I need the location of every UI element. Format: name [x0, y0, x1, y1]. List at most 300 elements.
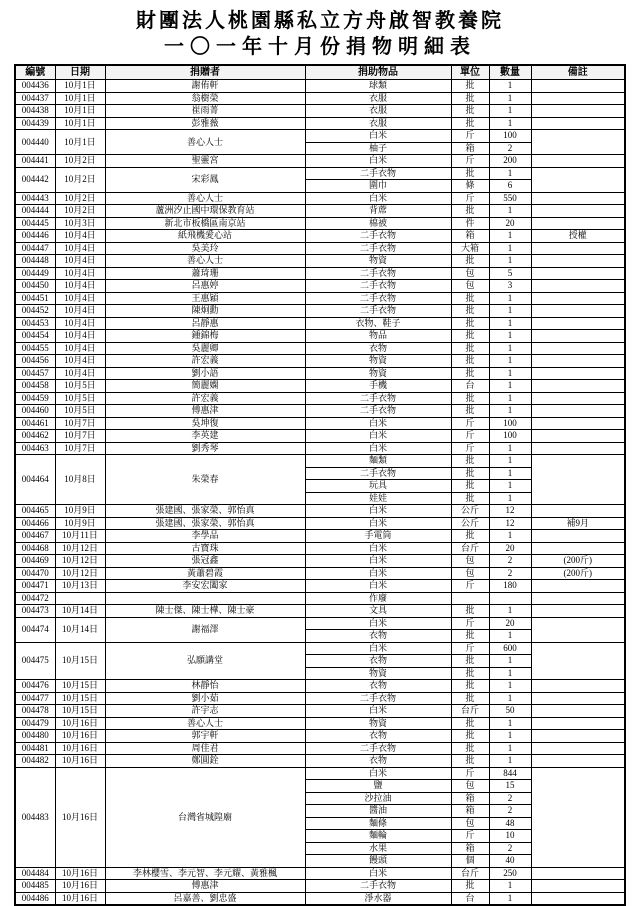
note-cell	[531, 530, 625, 543]
date-cell: 10月4日	[55, 230, 105, 243]
item-cell: 饅頭	[305, 855, 451, 868]
qty-cell: 1	[489, 880, 531, 893]
note-cell	[531, 392, 625, 405]
row-id-cell: 004477	[15, 692, 55, 705]
item-cell: 白米	[305, 192, 451, 205]
qty-cell: 48	[489, 817, 531, 830]
date-cell: 10月8日	[55, 455, 105, 505]
item-cell: 二手衣物	[305, 292, 451, 305]
note-cell	[531, 380, 625, 393]
donor-cell: 吳麗卿	[105, 342, 305, 355]
table-row	[15, 167, 625, 180]
donor-cell: 周佳君	[105, 742, 305, 755]
qty-cell: 1	[489, 380, 531, 393]
donor-cell: 新北市板橋區南京站	[105, 217, 305, 230]
donor-cell	[105, 592, 305, 605]
qty-cell: 1	[489, 480, 531, 493]
unit-cell: 包	[451, 267, 489, 280]
unit-cell: 包	[451, 280, 489, 293]
header-item: 捐助物品	[305, 65, 451, 80]
note-cell	[531, 92, 625, 105]
date-cell: 10月2日	[55, 192, 105, 205]
qty-cell: 20	[489, 217, 531, 230]
row-id-cell: 004442	[15, 167, 55, 192]
row-id-cell: 004485	[15, 880, 55, 893]
date-cell: 10月7日	[55, 417, 105, 430]
qty-cell: 100	[489, 430, 531, 443]
unit-cell: 批	[451, 692, 489, 705]
item-cell: 手機	[305, 380, 451, 393]
note-cell: 補9月	[531, 517, 625, 530]
item-cell: 衣物、鞋子	[305, 317, 451, 330]
qty-cell: 2	[489, 142, 531, 155]
date-cell: 10月1日	[55, 105, 105, 118]
qty-cell: 1	[489, 230, 531, 243]
unit-cell: 斤	[451, 130, 489, 143]
qty-cell: 12	[489, 505, 531, 518]
row-id-cell: 004470	[15, 567, 55, 580]
date-cell: 10月16日	[55, 880, 105, 893]
row-id-cell: 004471	[15, 580, 55, 593]
unit-cell: 斤	[451, 580, 489, 593]
item-cell: 二手衣物	[305, 230, 451, 243]
note-cell	[531, 242, 625, 255]
note-cell	[531, 542, 625, 555]
row-id-cell: 004451	[15, 292, 55, 305]
note-cell	[531, 705, 625, 718]
date-cell: 10月16日	[55, 717, 105, 730]
item-cell: 二手衣物	[305, 167, 451, 180]
note-cell	[531, 455, 625, 505]
table-row	[15, 292, 625, 305]
table-row	[15, 892, 625, 905]
qty-cell: 1	[489, 605, 531, 618]
item-cell: 物資	[305, 717, 451, 730]
table-row	[15, 230, 625, 243]
unit-cell: 包	[451, 780, 489, 793]
note-cell	[531, 255, 625, 268]
item-cell: 鹽	[305, 780, 451, 793]
row-id-cell: 004465	[15, 505, 55, 518]
table-row	[15, 267, 625, 280]
item-cell: 白米	[305, 567, 451, 580]
donor-cell: 陳士傑、陳士樺、陳士豪	[105, 605, 305, 618]
row-id-cell: 004454	[15, 330, 55, 343]
donor-cell: 善心人士	[105, 717, 305, 730]
date-cell: 10月5日	[55, 405, 105, 418]
date-cell: 10月2日	[55, 167, 105, 192]
table-row	[15, 380, 625, 393]
item-cell: 手電筒	[305, 530, 451, 543]
donor-cell: 蕭琦珊	[105, 267, 305, 280]
unit-cell: 批	[451, 530, 489, 543]
note-cell	[531, 130, 625, 155]
item-cell: 白米	[305, 555, 451, 568]
table-row	[15, 430, 625, 443]
item-cell: 白米	[305, 130, 451, 143]
donation-table-body	[15, 80, 625, 906]
donor-cell: 善心人士	[105, 255, 305, 268]
note-cell	[531, 342, 625, 355]
table-row	[15, 542, 625, 555]
donor-cell: 宋彩鳳	[105, 167, 305, 192]
unit-cell: 台	[451, 380, 489, 393]
qty-cell: 1	[489, 255, 531, 268]
item-cell: 二手衣物	[305, 392, 451, 405]
date-cell: 10月16日	[55, 867, 105, 880]
row-id-cell: 004461	[15, 417, 55, 430]
table-row	[15, 117, 625, 130]
date-cell: 10月4日	[55, 355, 105, 368]
donor-cell: 黃蕭碧霞	[105, 567, 305, 580]
table-row	[15, 617, 625, 630]
date-cell: 10月7日	[55, 430, 105, 443]
table-row	[15, 417, 625, 430]
table-row	[15, 642, 625, 655]
qty-cell: 1	[489, 530, 531, 543]
unit-cell: 批	[451, 330, 489, 343]
item-cell: 球類	[305, 80, 451, 93]
row-id-cell: 004467	[15, 530, 55, 543]
note-cell	[531, 880, 625, 893]
table-row	[15, 392, 625, 405]
row-id-cell: 004472	[15, 592, 55, 605]
item-cell: 二手衣物	[305, 692, 451, 705]
row-id-cell: 004480	[15, 730, 55, 743]
row-id-cell: 004439	[15, 117, 55, 130]
unit-cell: 批	[451, 367, 489, 380]
item-cell: 娃娃	[305, 492, 451, 505]
table-row	[15, 130, 625, 143]
row-id-cell: 004441	[15, 155, 55, 168]
unit-cell: 台	[451, 892, 489, 905]
qty-cell: 250	[489, 867, 531, 880]
donor-cell: 朱榮春	[105, 455, 305, 505]
unit-cell: 斤	[451, 192, 489, 205]
item-cell: 麵輪	[305, 830, 451, 843]
qty-cell: 1	[489, 242, 531, 255]
qty-cell: 600	[489, 642, 531, 655]
item-cell: 白米	[305, 542, 451, 555]
table-row	[15, 530, 625, 543]
item-cell: 沙拉油	[305, 792, 451, 805]
unit-cell: 個	[451, 855, 489, 868]
qty-cell: 1	[489, 392, 531, 405]
document-title-line2: 一〇一年十月份捐物明細表	[164, 36, 476, 58]
date-cell: 10月16日	[55, 755, 105, 768]
row-id-cell: 004481	[15, 742, 55, 755]
note-cell	[531, 267, 625, 280]
row-id-cell: 004475	[15, 642, 55, 680]
qty-cell: 1	[489, 330, 531, 343]
table-row	[15, 730, 625, 743]
date-cell: 10月9日	[55, 505, 105, 518]
table-row	[15, 80, 625, 93]
row-id-cell: 004447	[15, 242, 55, 255]
date-cell: 10月16日	[55, 730, 105, 743]
item-cell: 物資	[305, 255, 451, 268]
item-cell: 衣物	[305, 680, 451, 693]
qty-cell: 1	[489, 105, 531, 118]
document-title-line1: 財團法人桃園縣私立方舟啟智教養院	[136, 10, 504, 32]
qty-cell: 550	[489, 192, 531, 205]
table-row	[15, 742, 625, 755]
row-id-cell: 004436	[15, 80, 55, 93]
donor-cell: 劉小茹	[105, 692, 305, 705]
date-cell: 10月5日	[55, 380, 105, 393]
item-cell: 背蓆	[305, 205, 451, 218]
note-cell	[531, 742, 625, 755]
item-cell: 物品	[305, 330, 451, 343]
donor-cell: 蘆洲汐止國中環保教育站	[105, 205, 305, 218]
date-cell: 10月4日	[55, 267, 105, 280]
donor-cell: 傅惠津	[105, 880, 305, 893]
unit-cell: 批	[451, 205, 489, 218]
item-cell: 柚子	[305, 142, 451, 155]
unit-cell: 台斤	[451, 542, 489, 555]
item-cell: 衣物	[305, 755, 451, 768]
note-cell	[531, 105, 625, 118]
qty-cell: 100	[489, 130, 531, 143]
donor-cell: 善心人士	[105, 130, 305, 155]
row-id-cell: 004457	[15, 367, 55, 380]
item-cell: 白米	[305, 442, 451, 455]
unit-cell: 批	[451, 80, 489, 93]
note-cell	[531, 642, 625, 680]
donor-cell: 李學品	[105, 530, 305, 543]
row-id-cell: 004468	[15, 542, 55, 555]
item-cell: 衣服	[305, 92, 451, 105]
date-cell: 10月9日	[55, 517, 105, 530]
qty-cell: 1	[489, 317, 531, 330]
item-cell: 玩具	[305, 480, 451, 493]
row-id-cell: 004484	[15, 867, 55, 880]
note-cell	[531, 867, 625, 880]
unit-cell: 批	[451, 167, 489, 180]
date-cell: 10月16日	[55, 767, 105, 867]
note-cell	[531, 692, 625, 705]
qty-cell: 50	[489, 705, 531, 718]
donor-cell: 簡麗嫻	[105, 380, 305, 393]
item-cell: 白米	[305, 417, 451, 430]
qty-cell: 1	[489, 92, 531, 105]
unit-cell: 箱	[451, 792, 489, 805]
qty-cell: 12	[489, 517, 531, 530]
unit-cell: 批	[451, 317, 489, 330]
donor-cell: 張冠鑫	[105, 555, 305, 568]
note-cell: (200斤)	[531, 567, 625, 580]
date-cell: 10月13日	[55, 580, 105, 593]
note-cell: 授權	[531, 230, 625, 243]
note-cell	[531, 292, 625, 305]
item-cell: 淨水器	[305, 892, 451, 905]
date-cell: 10月4日	[55, 242, 105, 255]
header-id: 編號	[15, 65, 55, 80]
unit-cell: 批	[451, 92, 489, 105]
unit-cell: 斤	[451, 830, 489, 843]
header-note: 備註	[531, 65, 625, 80]
item-cell: 二手衣物	[305, 742, 451, 755]
unit-cell: 批	[451, 492, 489, 505]
row-id-cell: 004482	[15, 755, 55, 768]
row-id-cell: 004473	[15, 605, 55, 618]
donor-cell: 傅惠津	[105, 405, 305, 418]
donor-cell: 台灣省城隍廟	[105, 767, 305, 867]
item-cell: 衣服	[305, 105, 451, 118]
item-cell: 二手衣物	[305, 280, 451, 293]
date-cell: 10月12日	[55, 567, 105, 580]
unit-cell: 斤	[451, 642, 489, 655]
unit-cell: 公斤	[451, 517, 489, 530]
donor-cell: 李安宏闔家	[105, 580, 305, 593]
date-cell: 10月1日	[55, 117, 105, 130]
unit-cell: 箱	[451, 142, 489, 155]
item-cell: 麵條	[305, 817, 451, 830]
unit-cell: 斤	[451, 767, 489, 780]
item-cell: 麵類	[305, 455, 451, 468]
qty-cell: 1	[489, 755, 531, 768]
unit-cell: 批	[451, 480, 489, 493]
item-cell: 二手衣物	[305, 405, 451, 418]
donor-cell: 呂嘉善、劉忠盛	[105, 892, 305, 905]
unit-cell: 批	[451, 680, 489, 693]
item-cell: 白米	[305, 430, 451, 443]
date-cell: 10月14日	[55, 617, 105, 642]
row-id-cell: 004449	[15, 267, 55, 280]
table-row	[15, 205, 625, 218]
date-cell: 10月2日	[55, 155, 105, 168]
table-row	[15, 705, 625, 718]
row-id-cell: 004469	[15, 555, 55, 568]
date-cell: 10月16日	[55, 742, 105, 755]
row-id-cell: 004456	[15, 355, 55, 368]
unit-cell: 批	[451, 655, 489, 668]
qty-cell: 200	[489, 155, 531, 168]
qty-cell: 2	[489, 792, 531, 805]
table-row	[15, 405, 625, 418]
unit-cell: 斤	[451, 442, 489, 455]
item-cell: 二手衣物	[305, 267, 451, 280]
qty-cell: 1	[489, 305, 531, 318]
donor-cell: 許宏義	[105, 355, 305, 368]
donor-cell: 善心人士	[105, 192, 305, 205]
date-cell: 10月4日	[55, 342, 105, 355]
unit-cell	[451, 592, 489, 605]
table-row	[15, 280, 625, 293]
qty-cell: 1	[489, 667, 531, 680]
qty-cell: 1	[489, 742, 531, 755]
unit-cell: 批	[451, 880, 489, 893]
qty-cell: 3	[489, 280, 531, 293]
unit-cell: 箱	[451, 805, 489, 818]
qty-cell: 2	[489, 805, 531, 818]
unit-cell: 批	[451, 730, 489, 743]
date-cell	[55, 592, 105, 605]
qty-cell: 1	[489, 492, 531, 505]
date-cell: 10月1日	[55, 80, 105, 93]
item-cell: 作廢	[305, 592, 451, 605]
unit-cell: 批	[451, 755, 489, 768]
donor-cell: 陳炯勳	[105, 305, 305, 318]
date-cell: 10月15日	[55, 705, 105, 718]
row-id-cell: 004453	[15, 317, 55, 330]
qty-cell: 1	[489, 455, 531, 468]
date-cell: 10月15日	[55, 692, 105, 705]
qty-cell: 1	[489, 467, 531, 480]
note-cell	[531, 417, 625, 430]
donor-cell: 翁樹榮	[105, 92, 305, 105]
item-cell: 白米	[305, 155, 451, 168]
table-row	[15, 355, 625, 368]
qty-cell: 10	[489, 830, 531, 843]
item-cell: 白米	[305, 505, 451, 518]
note-cell	[531, 580, 625, 593]
row-id-cell: 004450	[15, 280, 55, 293]
donor-cell: 張建國、張家榮、郭怡真	[105, 505, 305, 518]
qty-cell: 1	[489, 117, 531, 130]
item-cell: 二手衣物	[305, 305, 451, 318]
qty-cell: 15	[489, 780, 531, 793]
donor-cell: 謝侑軒	[105, 80, 305, 93]
note-cell	[531, 617, 625, 642]
unit-cell: 條	[451, 180, 489, 193]
item-cell: 圍巾	[305, 180, 451, 193]
donor-cell: 王惠穎	[105, 292, 305, 305]
unit-cell: 件	[451, 217, 489, 230]
row-id-cell: 004474	[15, 617, 55, 642]
table-row	[15, 692, 625, 705]
qty-cell: 1	[489, 892, 531, 905]
qty-cell: 1	[489, 692, 531, 705]
unit-cell: 批	[451, 355, 489, 368]
row-id-cell: 004443	[15, 192, 55, 205]
item-cell: 白米	[305, 705, 451, 718]
item-cell: 衣物	[305, 730, 451, 743]
unit-cell: 批	[451, 392, 489, 405]
unit-cell: 批	[451, 342, 489, 355]
row-id-cell: 004446	[15, 230, 55, 243]
header-donor: 捐贈者	[105, 65, 305, 80]
date-cell: 10月4日	[55, 305, 105, 318]
qty-cell: 1	[489, 405, 531, 418]
item-cell: 二手衣物	[305, 242, 451, 255]
qty-cell: 40	[489, 855, 531, 868]
table-row	[15, 555, 625, 568]
qty-cell: 1	[489, 442, 531, 455]
item-cell: 白米	[305, 867, 451, 880]
table-row	[15, 517, 625, 530]
qty-cell: 6	[489, 180, 531, 193]
date-cell: 10月1日	[55, 130, 105, 155]
row-id-cell: 004462	[15, 430, 55, 443]
qty-cell: 2	[489, 567, 531, 580]
donor-cell: 吳坤復	[105, 417, 305, 430]
note-cell	[531, 767, 625, 867]
table-row	[15, 442, 625, 455]
table-row	[15, 592, 625, 605]
donor-cell: 呂靜惠	[105, 317, 305, 330]
table-row	[15, 767, 625, 780]
note-cell	[531, 117, 625, 130]
qty-cell	[489, 592, 531, 605]
date-cell: 10月4日	[55, 330, 105, 343]
donor-cell: 呂惠婷	[105, 280, 305, 293]
table-row	[15, 217, 625, 230]
donor-cell: 郭宇軒	[105, 730, 305, 743]
donor-cell: 弘願講堂	[105, 642, 305, 680]
item-cell: 白米	[305, 617, 451, 630]
donor-cell: 許宇志	[105, 705, 305, 718]
